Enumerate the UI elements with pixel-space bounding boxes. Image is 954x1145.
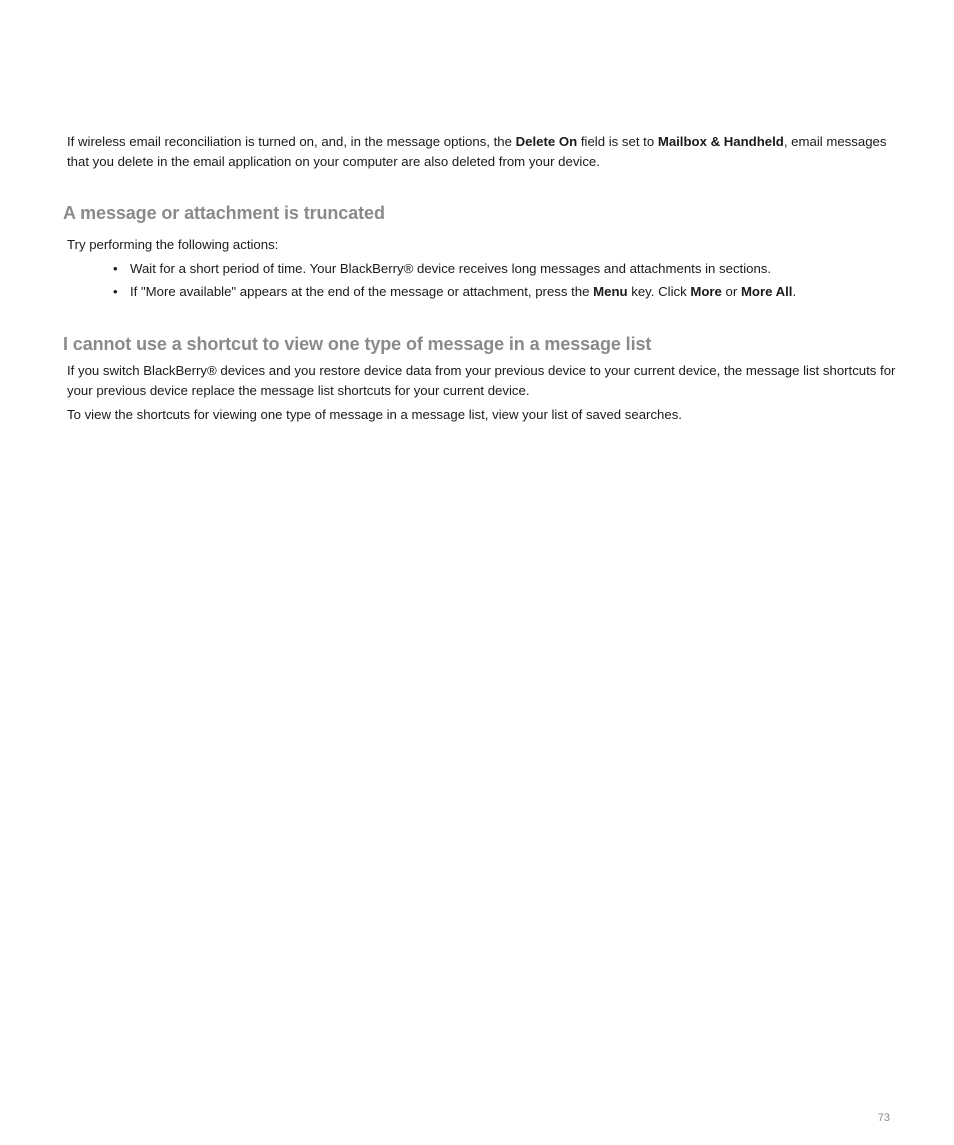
intro-text-3: , email messages that you delete in the email application on your computer are also deleted from your device. <box>67 134 887 169</box>
bullet1-text: Wait for a short period of time. Your BlackBerry® device receives long messages and attachments in sections. <box>130 261 772 276</box>
section2-heading: I cannot use a shortcut to view one type of message in a message list <box>63 334 652 354</box>
mailbox-handheld-label: Mailbox & Handheld <box>657 134 784 149</box>
bullet2-text-4: . <box>792 284 797 299</box>
bullet2-text-1: If "More available" appears at the end of the message or attachment, press the <box>130 284 594 299</box>
intro-paragraph <box>67 132 897 171</box>
intro-text-1: If wireless email reconciliation is turned on, and, in the message options, the <box>67 134 516 149</box>
list-item <box>113 280 893 303</box>
intro-text-2: field is set to <box>577 134 658 149</box>
delete-on-label: Delete On <box>515 134 578 149</box>
menu-key-label: Menu <box>593 284 628 299</box>
bullet-icon: • <box>113 284 118 299</box>
section1-intro: Try performing the following actions: <box>67 237 279 252</box>
section1-bullet-list <box>113 257 893 303</box>
bullet2-text-2: key. Click <box>627 284 691 299</box>
section2-paragraph-2: To view the shortcuts for viewing one type of message in a message list, view your list of saved searches. <box>67 407 682 422</box>
bullet-icon: • <box>113 261 118 276</box>
section2-paragraph-1: If you switch BlackBerry® devices and you restore device data from your previous device to your current device, the message list shortcuts for your previous device replace the message list shortcuts for your current device. <box>67 363 896 398</box>
section1-heading: A message or attachment is truncated <box>63 203 385 223</box>
more-all-label: More All <box>740 284 793 299</box>
more-label: More <box>690 284 722 299</box>
list-item <box>113 257 893 280</box>
bullet2-text-3: or <box>721 284 741 299</box>
page-number: 73 <box>877 1112 890 1124</box>
